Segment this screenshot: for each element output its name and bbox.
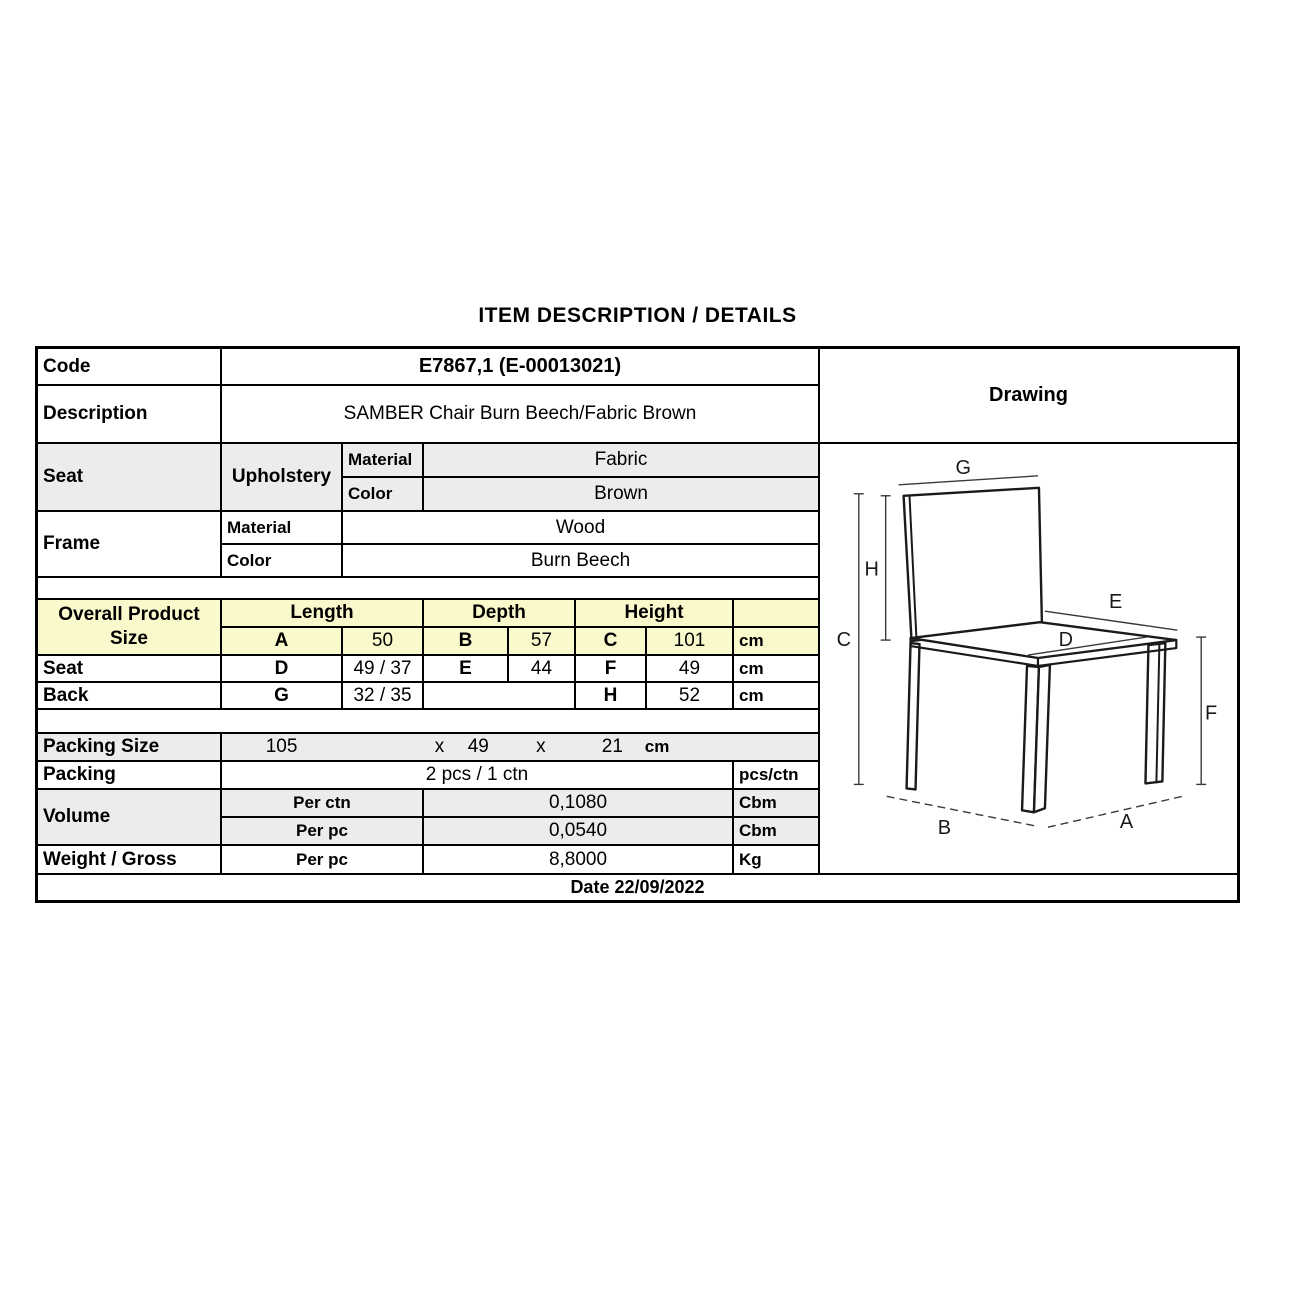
size-header-empty-cell [734,600,820,628]
dim-label-A: A [1119,811,1134,834]
drawing-title: Drawing [820,349,1237,444]
dim-label-H: H [864,558,879,581]
volume-per-ctn-label: Per ctn [222,790,424,818]
packing-value: 2 pcs / 1 ctn [222,762,734,790]
overall-depth-letter: B [424,628,509,656]
seat-length-value: 49 / 37 [343,656,424,683]
overall-height-letter: C [576,628,647,656]
volume-per-pc-value: 0,0540 [424,818,734,846]
date-row: Date 22/09/2022 [570,877,705,897]
seat-material-value: Fabric [424,444,820,478]
seat-depth-letter: E [424,656,509,683]
spacer-row [38,578,820,600]
drawing-panel [820,349,1237,875]
packing-size-unit: cm [644,737,670,756]
seat-material-label: Material [343,444,424,478]
code-value: E7867,1 (E-00013021) [222,349,820,386]
seat-length-letter: D [222,656,343,683]
weight-unit: Kg [734,846,820,875]
frame-material-value: Wood [343,512,820,545]
packing-size-length: 105 [265,736,298,757]
back-height-value: 52 [647,683,734,710]
overall-length-letter: A [222,628,343,656]
chair-backrest [904,488,1042,641]
volume-per-ctn-unit: Cbm [734,790,820,818]
dim-label-B: B [937,817,952,840]
packing-size-height: 21 [601,736,623,757]
packing-size-values [222,734,820,762]
frame-color-value: Burn Beech [343,545,820,578]
back-length-letter: G [222,683,343,710]
packing-unit: pcs/ctn [734,762,820,790]
seat-depth-value: 44 [509,656,576,683]
frame-material-label: Material [222,512,343,545]
size-line: Size [109,628,149,649]
overall-product-line: Overall Product [58,604,200,626]
overall-unit: cm [734,628,820,656]
overall-height-value: 101 [647,628,734,656]
volume-per-pc-unit: Cbm [734,818,820,846]
spec-table [35,346,1240,903]
packing-size-x2: x [536,736,546,757]
depth-header: Depth [424,600,576,628]
overall-length-value: 50 [343,628,424,656]
back-size-label: Back [38,683,222,710]
weight-value: 8,8000 [424,846,734,875]
chair-drawing [820,444,1237,873]
dim-line-H [881,496,891,640]
seat-height-letter: F [576,656,647,683]
chair-left-leg [907,643,920,789]
dim-label-G: G [955,456,972,479]
overall-product-size-label [38,600,222,656]
seat-height-value: 49 [647,656,734,683]
weight-per-label: Per pc [222,846,424,875]
spacer-row [38,710,820,734]
packing-size-width: 49 [467,736,489,757]
back-empty-cell [424,683,576,710]
dim-line-C [854,494,864,785]
seat-color-value: Brown [424,478,820,512]
back-height-letter: H [576,683,647,710]
description-label: Description [38,386,222,444]
back-unit: cm [734,683,820,710]
length-header: Length [222,600,424,628]
frame-section-label: Frame [38,512,222,578]
seat-unit: cm [734,656,820,683]
dim-line-A [1048,796,1182,827]
dim-label-F: F [1205,702,1218,725]
dim-label-E: E [1108,591,1123,614]
seat-section-label: Seat [38,444,222,512]
overall-depth-value: 57 [509,628,576,656]
chair-right-leg [1145,643,1165,783]
volume-per-ctn-value: 0,1080 [424,790,734,818]
seat-upholstery-label: Upholstery [222,444,343,512]
dim-label-D: D [1058,629,1074,652]
packing-label: Packing [38,762,222,790]
description-value: SAMBER Chair Burn Beech/Fabric Brown [222,386,820,444]
height-header: Height [576,600,734,628]
volume-label: Volume [38,790,222,846]
seat-color-label: Color [343,478,424,512]
dim-label-C: C [836,629,852,652]
packing-size-label: Packing Size [38,734,222,762]
volume-per-pc-label: Per pc [222,818,424,846]
code-label: Code [38,349,222,386]
packing-size-x1: x [434,736,445,757]
details-table [38,349,820,875]
seat-size-label: Seat [38,656,222,683]
frame-color-label: Color [222,545,343,578]
back-length-value: 32 / 35 [343,683,424,710]
dim-line-B [887,796,1037,826]
page-title: ITEM DESCRIPTION / DETAILS [478,304,797,327]
weight-label: Weight / Gross [38,846,222,875]
